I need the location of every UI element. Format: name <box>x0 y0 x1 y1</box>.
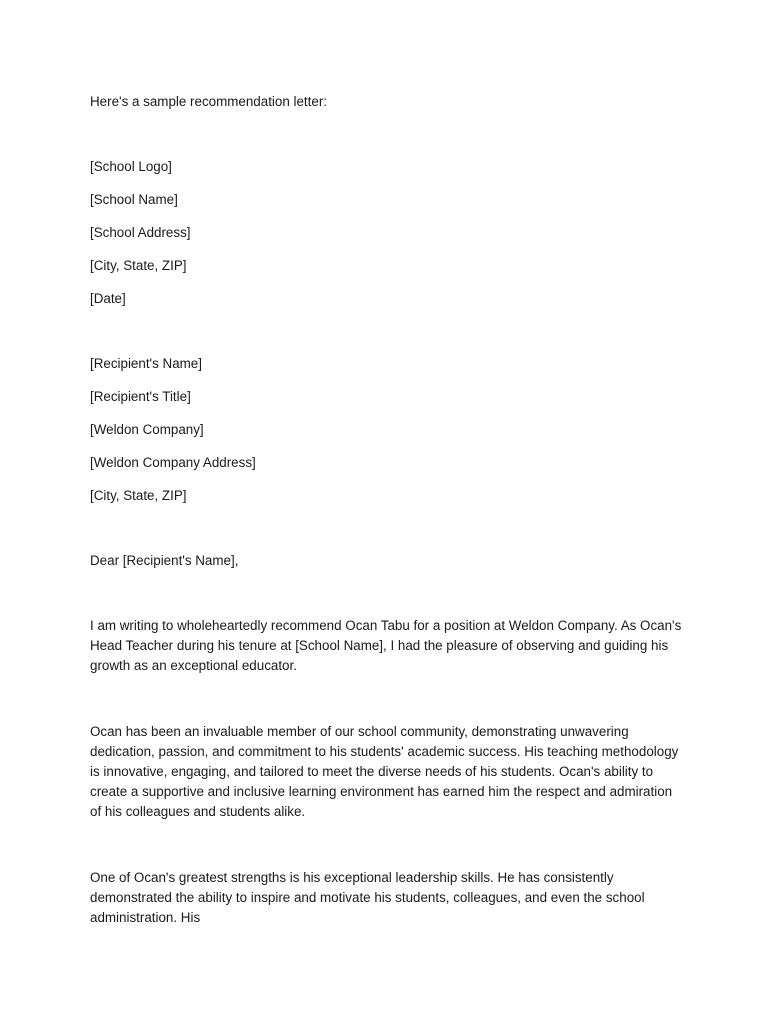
recipient-company: [Weldon Company] <box>90 422 204 437</box>
recipient-company-address: [Weldon Company Address] <box>90 455 256 470</box>
school-city-state-zip: [City, State, ZIP] <box>90 258 187 273</box>
sender-block <box>90 157 682 309</box>
school-name: [School Name] <box>90 192 178 207</box>
paragraph-1: I am writing to wholeheartedly recommend Ocan Tabu for a position at Weldon Company. As Ocan's Head Teacher during his tenure at [School Name], I had the pleasure of observing and guiding his growth as an exceptional educator. <box>90 618 682 673</box>
letter-body <box>90 92 682 974</box>
school-logo-placeholder: [School Logo] <box>90 159 172 174</box>
paragraph-2: Ocan has been an invaluable member of our school community, demonstrating unwavering dedication, passion, and commitment to his students' academic success. His teaching methodology is innovative, engaging, and tailored to meet the diverse needs of his students. Ocan's ability to create a supportive and inclusive learning environment has earned him the respect and admiration of his colleagues and students alike. <box>90 724 679 819</box>
recipient-title: [Recipient's Title] <box>90 389 191 404</box>
recipient-block <box>90 354 682 506</box>
paragraph-3: One of Ocan's greatest strengths is his exceptional leadership skills. He has consistently demonstrated the ability to inspire and motivate his students, colleagues, and even the school administration. His <box>90 870 645 925</box>
recipient-name: [Recipient's Name] <box>90 356 202 371</box>
recipient-city-state-zip: [City, State, ZIP] <box>90 488 187 503</box>
school-address: [School Address] <box>90 225 191 240</box>
letter-date: [Date] <box>90 291 126 306</box>
salutation: Dear [Recipient's Name], <box>90 553 239 568</box>
intro-text: Here's a sample recommendation letter: <box>90 94 327 109</box>
